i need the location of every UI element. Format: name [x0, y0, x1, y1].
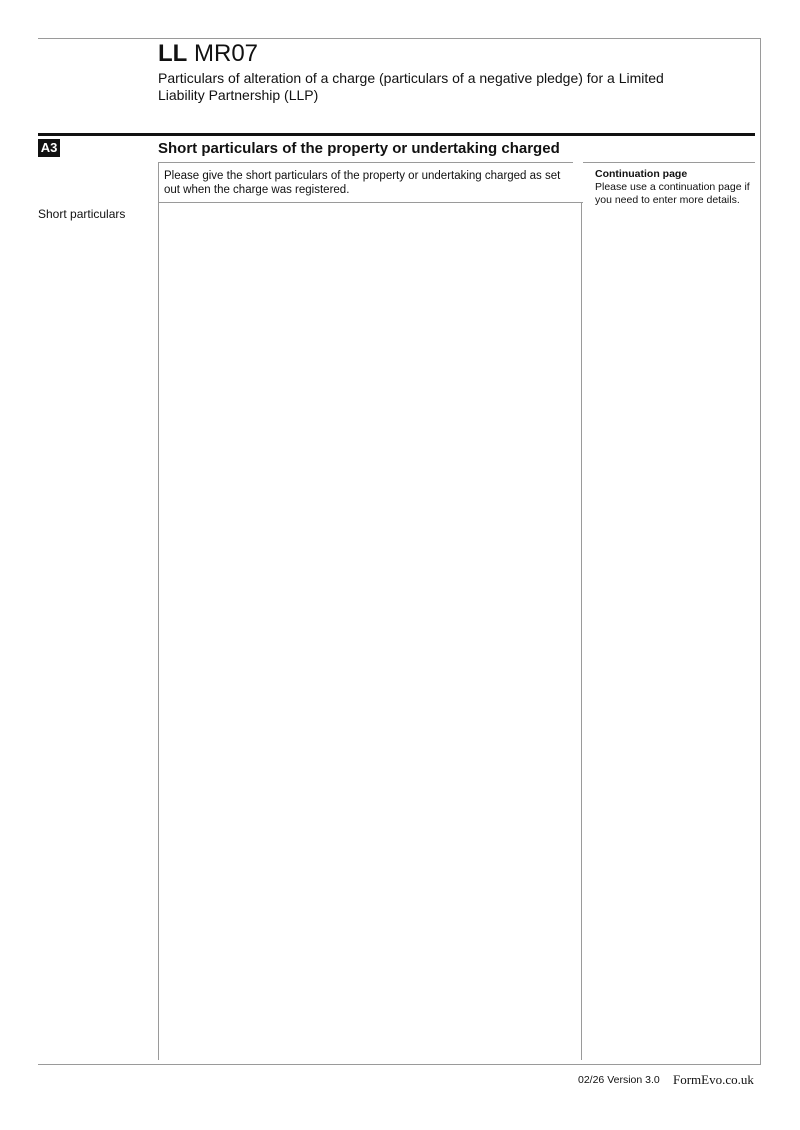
bottom-rule [38, 1064, 761, 1065]
right-rule [760, 38, 761, 1064]
footer-version: 02/26 Version 3.0 [578, 1074, 660, 1086]
form-subtitle: Particulars of alteration of a charge (particulars of a negative pledge) for a Limited Liability Partnership (LLP) [158, 70, 664, 103]
instruction-top-rule [158, 162, 573, 163]
short-particulars-field[interactable] [163, 206, 577, 1056]
instruction-left-rule [158, 162, 159, 202]
section-badge: A3 [38, 139, 60, 157]
section-title: Short particulars of the property or undertaking charged [158, 140, 560, 157]
short-particulars-label: Short particulars [38, 207, 126, 221]
short-particulars-box [158, 202, 582, 1060]
continuation-title: Continuation page [595, 168, 688, 180]
form-code [158, 40, 258, 68]
continuation-text: Please use a continuation page if you need to enter more details. [595, 181, 750, 206]
form-prefix: LL [158, 40, 188, 67]
form-number: MR07 [194, 40, 259, 67]
footer-brand: FormEvo.co.uk [673, 1072, 754, 1087]
sidebar-top-rule [583, 162, 755, 163]
section-divider [38, 133, 755, 136]
top-rule [38, 38, 761, 39]
instruction-text: Please give the short particulars of the property or undertaking charged as set out when the charge was registered. [164, 170, 561, 196]
